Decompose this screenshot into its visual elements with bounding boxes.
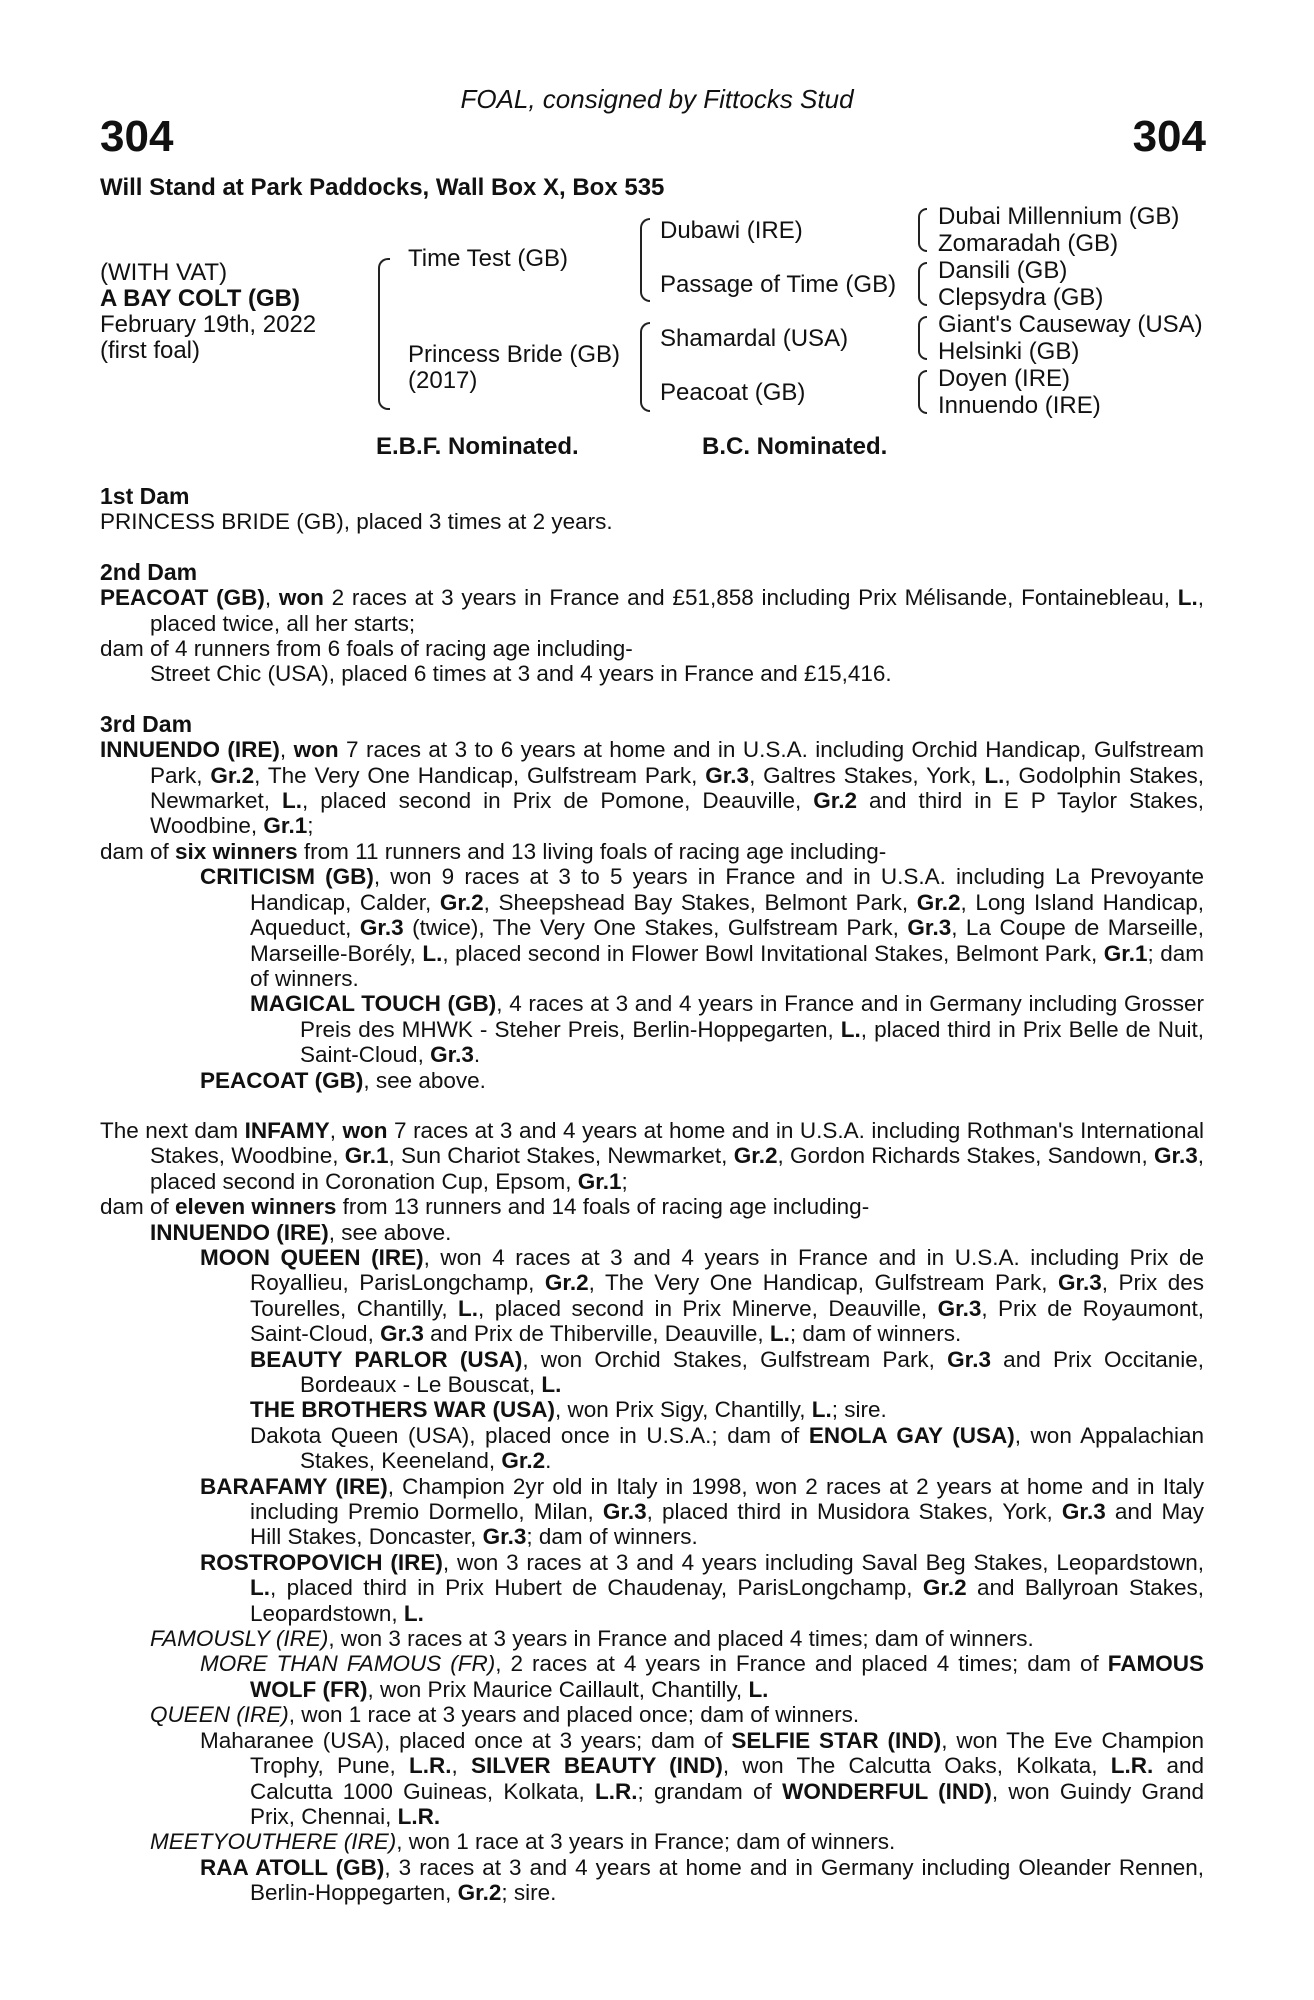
brace-dam — [640, 322, 650, 412]
pedigree-dsd: Helsinki (GB) — [938, 338, 1080, 365]
pedigree-ddd: Innuendo (IRE) — [938, 392, 1101, 419]
pedigree-sire: Time Test (GB) — [408, 245, 569, 272]
brace-dd — [918, 370, 927, 414]
pedigree-dam-year: (2017) — [408, 367, 478, 394]
stand-location: Will Stand at Park Paddocks, Wall Box X, Box 535 — [100, 174, 665, 201]
queen-entry: QUEEN (IRE), won 1 race at 3 years and placed once; dam of winners. — [150, 1702, 860, 1728]
third-dam-text: INNUENDO (IRE), won 7 races at 3 to 6 years at home and in U.S.A. including Orchid Handicap, Gulfstream Park, Gr.2, The Very One Handicap, Gulfstream Park, Gr.3, Galtres Stakes, York, L., Godolphin Stakes, Newmarket, L., placed second in Prix de Pomone, Deauville, Gr.2 and third in E P Taylor Stakes, Woodbine, Gr.1; — [100, 737, 1205, 839]
moon-queen-entry: MOON QUEEN (IRE), won 4 races at 3 and 4 years in France and in U.S.A. including Prix de Royallieu, ParisLongchamp, Gr.2, The Very One Handicap, Gulfstream Park, Gr.3, Prix des Tourelles, Chantilly, L., placed second in Prix Minerve, Deauville, Gr.3, Prix de Royaumont, Saint-Cloud, Gr.3 and Prix de Thiberville, Deauville, L.; dam of winners. — [200, 1244, 1204, 1347]
horse-note: (first foal) — [100, 337, 201, 364]
beauty-parlor-entry: BEAUTY PARLOR (USA), won Orchid Stakes, Gulfstream Park, Gr.3 and Prix Occitanie, Bordeaux - Le Bouscat, L. — [250, 1346, 1204, 1397]
vat-note: (WITH VAT) — [100, 259, 228, 286]
peacoat-ref-entry: PEACOAT (GB), see above. — [200, 1067, 486, 1093]
lot-number-right: 304 — [1132, 112, 1206, 161]
third-dam-produce: dam of six winners from 11 runners and 13 living foals of racing age including- — [100, 838, 887, 864]
pedigree-dss: Giant's Causeway (USA) — [938, 311, 1203, 338]
pedigree-dam: Princess Bride (GB) — [408, 341, 621, 368]
brothers-war-entry: THE BROTHERS WAR (USA), won Prix Sigy, Chantilly, L.; sire. — [250, 1397, 887, 1423]
dakota-queen-entry: Dakota Queen (USA), placed once in U.S.A.; dam of ENOLA GAY (USA), won Appalachian Stakes, Keeneland, Gr.2. — [250, 1422, 1205, 1474]
horse-dob: February 19th, 2022 — [100, 311, 317, 338]
horse-name: A BAY COLT (GB) — [100, 285, 301, 312]
next-dam-produce: dam of eleven winners from 13 runners and 14 foals of racing age including- — [100, 1194, 870, 1220]
raa-atoll-entry: RAA ATOLL (GB), 3 races at 3 and 4 years at home and in Germany including Oleander Rennen, Berlin-Hoppegarten, Gr.2; sire. — [200, 1854, 1204, 1906]
more-than-famous-entry: MORE THAN FAMOUS (FR), 2 races at 4 years in France and placed 4 times; dam of FAMOUS WOLF (FR), won Prix Maurice Caillault, Chantilly, L. — [200, 1651, 1204, 1702]
brace-parents — [378, 258, 390, 410]
pedigree-sss: Dubai Millennium (GB) — [938, 203, 1180, 230]
pedigree-ss: Dubawi (IRE) — [660, 217, 803, 244]
pedigree-ssd: Zomaradah (GB) — [938, 230, 1119, 257]
ebf-nomination: E.B.F. Nominated. — [376, 433, 579, 460]
catalogue-body — [100, 484, 1204, 1906]
second-dam-foal: Street Chic (USA), placed 6 times at 3 and 4 years in France and £15,416. — [150, 661, 892, 687]
second-dam-heading: 2nd Dam — [100, 558, 198, 585]
consignor-line: FOAL, consigned by Fittocks Stud — [460, 84, 854, 114]
third-dam-heading: 3rd Dam — [100, 710, 193, 737]
second-dam-text: PEACOAT (GB), won 2 races at 3 years in France and £51,858 including Prix Mélisande, Fontainebleau, L., placed twice, all her starts; — [100, 585, 1204, 636]
brace-sd — [918, 262, 927, 306]
brace-sire — [640, 218, 650, 302]
second-dam-produce: dam of 4 runners from 6 foals of racing age including- — [100, 636, 633, 662]
rostropovich-entry: ROSTROPOVICH (IRE), won 3 races at 3 and 4 years including Saval Beg Stakes, Leopardstown, L., placed third in Prix Hubert de Chaudenay, ParisLongchamp, Gr.2 and Ballyroan Stakes, Leopardstown, L. — [200, 1549, 1204, 1626]
barafamy-entry: BARAFAMY (IRE), Champion 2yr old in Italy in 1998, won 2 races at 2 years at home and in Italy including Premio Dormello, Milan, Gr.3, placed third in Musidora Stakes, York, Gr.3 and May Hill Stakes, Doncaster, Gr.3; dam of winners. — [200, 1473, 1204, 1550]
next-dam-text: The next dam INFAMY, won 7 races at 3 and 4 years at home and in U.S.A. including Rothman's International Stakes, Woodbine, Gr.1, Sun Chariot Stakes, Newmarket, Gr.2, Gordon Richards Stakes, Sandown, Gr.3, placed second in Coronation Cup, Epsom, Gr.1; — [100, 1117, 1205, 1194]
criticism-entry: CRITICISM (GB), won 9 races at 3 to 5 years in France and in U.S.A. including La Prevoyante Handicap, Calder, Gr.2, Sheepshead Bay Stakes, Belmont Park, Gr.2, Long Island Handicap, Aqueduct, Gr.3 (twice), The Very One Stakes, Gulfstream Park, Gr.3, La Coupe de Marseille, Marseille-Borély, L., placed second in Flower Bowl Invitational Stakes, Belmont Park, Gr.1; dam of winners. — [200, 864, 1204, 991]
innuendo-ref-entry: INNUENDO (IRE), see above. — [150, 1219, 452, 1245]
pedigree-sds: Dansili (GB) — [938, 257, 1068, 284]
first-dam-text: PRINCESS BRIDE (GB), placed 3 times at 2 years. — [100, 509, 613, 535]
pedigree-dd: Peacoat (GB) — [660, 379, 806, 406]
brace-ds — [918, 316, 927, 360]
pedigree-sdd: Clepsydra (GB) — [938, 284, 1104, 311]
first-dam-heading: 1st Dam — [100, 483, 190, 509]
lot-number-left: 304 — [100, 112, 174, 161]
maharanee-entry: Maharanee (USA), placed once at 3 years; dam of SELFIE STAR (IND), won The Eve Champion Trophy, Pune, L.R., SILVER BEAUTY (IND), won The Calcutta Oaks, Kolkata, L.R. and Calcutta 1000 Guineas, Kolkata, L.R.; grandam of WONDERFUL (IND), won Guindy Grand Prix, Chennai, L.R. — [200, 1727, 1205, 1829]
brace-ss — [918, 208, 927, 252]
pedigree-dds: Doyen (IRE) — [938, 365, 1071, 392]
bc-nomination: B.C. Nominated. — [702, 433, 888, 460]
pedigree-sd: Passage of Time (GB) — [660, 271, 897, 298]
magical-touch-entry: MAGICAL TOUCH (GB), 4 races at 3 and 4 years in France and in Germany including Grosser Preis des MHWK - Steher Preis, Berlin-Hoppegarten, L., placed third in Prix Belle de Nuit, Saint-Cloud, Gr.3. — [250, 991, 1204, 1068]
pedigree-ds: Shamardal (USA) — [660, 325, 849, 352]
famously-entry: FAMOUSLY (IRE), won 3 races at 3 years in France and placed 4 times; dam of winners. — [150, 1626, 1034, 1652]
meetyouthere-entry: MEETYOUTHERE (IRE), won 1 race at 3 years in France; dam of winners. — [150, 1829, 896, 1855]
